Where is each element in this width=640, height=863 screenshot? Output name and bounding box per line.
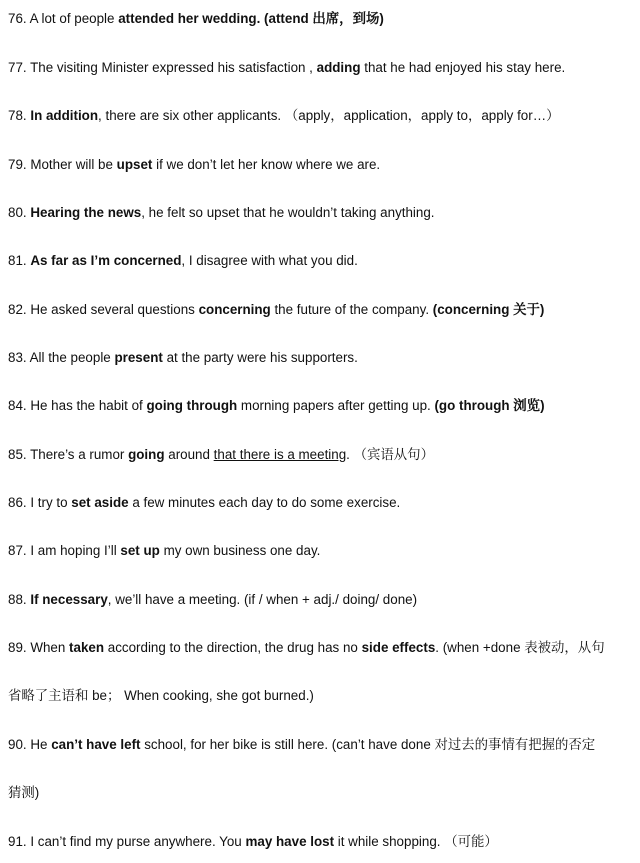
document-line <box>8 301 636 319</box>
line-text: according to the direction, the drug has no <box>104 640 362 655</box>
line-text: 80. <box>8 205 31 220</box>
bold-phrase: As far as I’m concerned <box>30 253 182 268</box>
line-text: 78. <box>8 108 31 123</box>
bold-phrase: attended her wedding. <box>118 11 261 26</box>
document-line <box>8 397 636 415</box>
line-text: 87. I am hoping I’ll <box>8 543 121 558</box>
document-line <box>8 784 636 802</box>
line-text: , we’ll have a meeting. (if / when + adj./ doing/ done) <box>107 592 418 607</box>
bold-phrase: In addition <box>30 108 99 123</box>
line-text: around <box>164 447 214 462</box>
bold-phrase: set up <box>120 543 160 558</box>
line-text: 89. When <box>8 640 70 655</box>
bold-phrase: If necessary <box>30 592 108 607</box>
bold-phrase: (attend 出席，到场) <box>264 11 384 26</box>
line-text: 77. The visiting Minister expressed his satisfaction , <box>8 60 317 75</box>
line-text: 76. A lot of people <box>8 11 119 26</box>
bold-phrase: going <box>128 447 165 462</box>
underlined-phrase: that there is a meeting <box>213 447 347 462</box>
document-line <box>8 446 636 464</box>
bold-phrase: upset <box>116 157 153 172</box>
bold-phrase: adding <box>316 60 361 75</box>
line-text: if we don’t let her know where we are. <box>152 157 381 172</box>
bold-phrase: may have lost <box>245 834 335 849</box>
document-line <box>8 542 636 560</box>
line-text: 猜测) <box>8 785 40 800</box>
document-line <box>8 687 636 705</box>
document-line <box>8 156 636 174</box>
bold-phrase: concerning <box>198 302 271 317</box>
line-text: , I disagree with what you did. <box>181 253 358 268</box>
line-text: 91. I can’t find my purse anywhere. You <box>8 834 246 849</box>
document-line <box>8 10 636 28</box>
document-line <box>8 833 636 851</box>
line-text: 81. <box>8 253 31 268</box>
document-line <box>8 59 636 77</box>
line-text: 86. I try to <box>8 495 72 510</box>
line-text: 79. Mother will be <box>8 157 117 172</box>
line-text: 90. He <box>8 737 52 752</box>
line-text: 85. There’s a rumor <box>8 447 129 462</box>
bold-phrase: going through <box>146 398 238 413</box>
line-text: 84. He has the habit of <box>8 398 147 413</box>
document-line <box>8 639 636 657</box>
document-line <box>8 591 636 609</box>
line-text: 82. He asked several questions <box>8 302 199 317</box>
bold-phrase: Hearing the news <box>30 205 142 220</box>
line-text: it while shopping. （可能） <box>334 834 498 849</box>
line-text: a few minutes each day to do some exercise. <box>128 495 401 510</box>
document-line <box>8 494 636 512</box>
bold-phrase: side effects <box>361 640 436 655</box>
line-text: 88. <box>8 592 31 607</box>
bold-phrase: set aside <box>71 495 129 510</box>
line-text: 83. All the people <box>8 350 115 365</box>
document-line <box>8 107 636 125</box>
bold-phrase: taken <box>69 640 105 655</box>
line-text: at the party were his supporters. <box>162 350 358 365</box>
bold-phrase: can’t have left <box>51 737 141 752</box>
line-text: . (when +done 表被动，从句 <box>435 640 605 655</box>
document-line <box>8 349 636 367</box>
line-text: , there are six other applicants. （apply，application，apply to，apply for…） <box>98 108 560 123</box>
line-text: my own business one day. <box>159 543 321 558</box>
document-line <box>8 252 636 270</box>
line-text: 省略了主语和 be； When cooking, she got burned.) <box>8 688 314 703</box>
line-text: school, for her bike is still here. (can’t have done 对过去的事情有把握的否定 <box>140 737 596 752</box>
document-line <box>8 736 636 754</box>
bold-phrase: (concerning 关于) <box>432 302 545 317</box>
line-text: . （宾语从句） <box>346 447 434 462</box>
line-text: the future of the company. <box>270 302 433 317</box>
line-text: morning papers after getting up. <box>237 398 435 413</box>
line-text: , he felt so upset that he wouldn’t taking anything. <box>141 205 435 220</box>
document-line <box>8 204 636 222</box>
bold-phrase: (go through 浏览) <box>434 398 545 413</box>
bold-phrase: present <box>114 350 163 365</box>
line-text: that he had enjoyed his stay here. <box>360 60 566 75</box>
